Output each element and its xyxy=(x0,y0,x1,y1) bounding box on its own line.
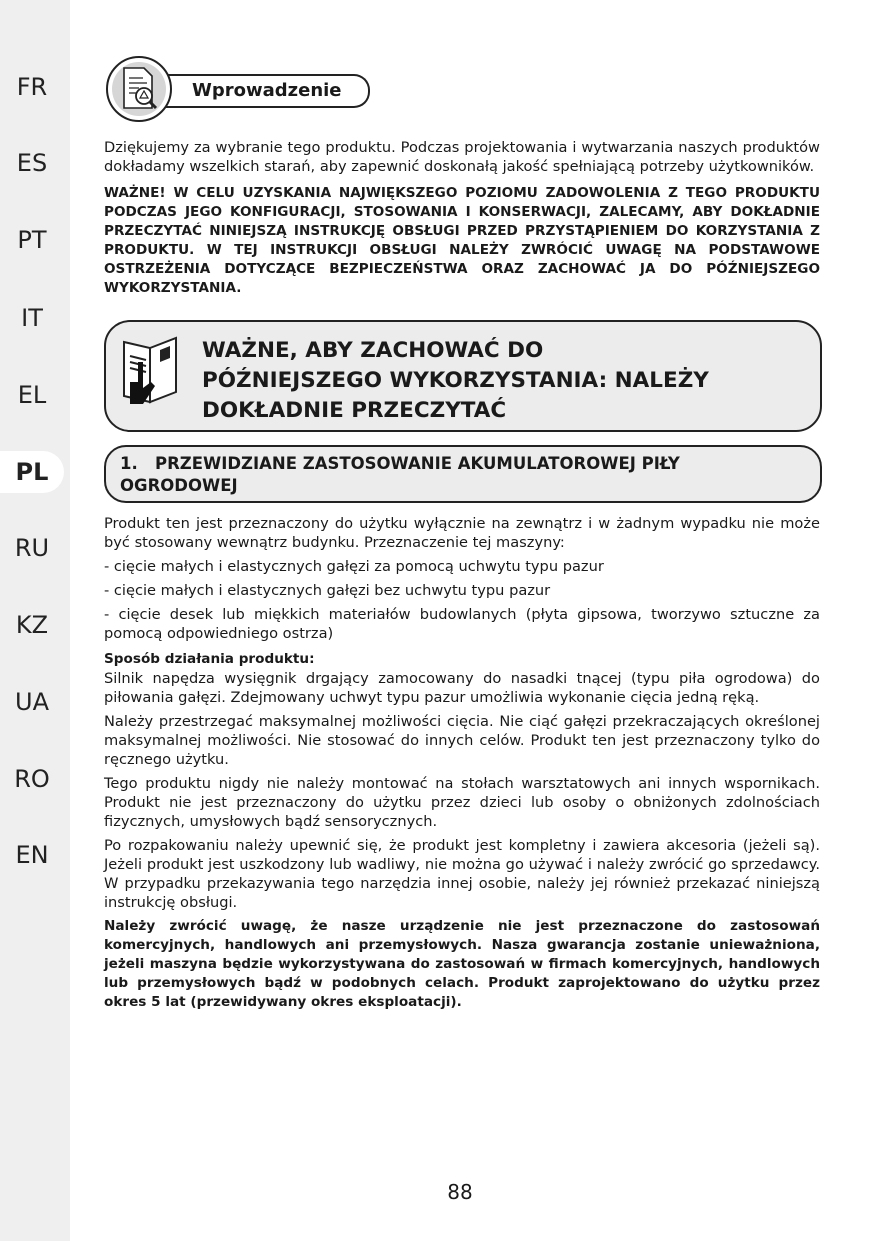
list-item: - cięcie małych i elastycznych gałęzi za pomocą uchwytu typu pazur xyxy=(104,558,604,575)
language-sidebar xyxy=(0,0,70,1241)
lang-tab-kz[interactable]: KZ xyxy=(15,611,49,639)
lang-tab-el[interactable]: EL xyxy=(17,381,47,409)
paragraph: Produkt ten jest przeznaczony do użytku wyłącznie na zewnątrz i w żadnym wypadku nie może być stosowany wewnątrz budynku. Przeznaczenie tej maszyny: xyxy=(104,515,820,551)
paragraph: Silnik napędza wysięgnik drgający zamocowany do nasadki tnącej (typu piła ogrodowa) do piłowania gałęzi. Zdejmowany uchwyt typu pazur umożliwia wykonanie cięcia jedną ręką. xyxy=(104,670,820,706)
lang-tab-es[interactable]: ES xyxy=(16,149,48,177)
document-warning-icon xyxy=(106,56,172,122)
lang-tab-it[interactable]: IT xyxy=(21,304,43,332)
commercial-use-note: Należy zwrócić uwagę, że nasze urządzenie nie jest przeznaczone do zastosowań komercyjnych, handlowych ani przemysłowych. Nasza gwarancja zostanie unieważniona, jeżeli maszyna będzie wykorzystywana do zastosowań w firmach komercyjnych, handlowych lub przemysłowych bądź w podobnych celach. Produkt zaprojektowano do użytku przez okres 5 lat (przewidywany okres eksploatacji). xyxy=(104,918,820,1010)
list-item: - cięcie desek lub miękkich materiałów budowlanych (płyta gipsowa, tworzywo sztuczne za pomocą odpowiedniego ostrza) xyxy=(104,606,820,642)
intro-paragraph: Dziękujemy za wybranie tego produktu. Podczas projektowania i wytwarzania naszych produktów dokładamy wszelkich starań, aby zapewnić doskonałą jakość spełniającą potrzeby użytkowników. xyxy=(104,139,820,175)
paragraph: Należy przestrzegać maksymalnej możliwości cięcia. Nie ciąć gałęzi przekraczających określonej maksymalnej możliwości. Nie stosować do innych celów. Produkt ten jest przeznaczony tylko do ręcznego użytku. xyxy=(104,713,820,768)
paragraph: Po rozpakowaniu należy upewnić się, że produkt jest kompletny i zawiera akcesoria (jeżeli są). Jeżeli produkt jest uszkodzony lub wadliwy, nie można go używać i należy zwrócić go sprzedawcy. W przypadku przekazywania tego narzędzia innej osobie, należy jej również przekazać niniejszą instrukcję obsługi. xyxy=(104,837,820,911)
lang-tab-pt[interactable]: PT xyxy=(17,226,47,254)
lang-tab-pl[interactable]: PL xyxy=(0,451,64,493)
lang-tab-ru[interactable]: RU xyxy=(14,534,50,562)
section-title: 1. PRZEWIDZIANE ZASTOSOWANIE AKUMULATOROWEJ PIŁY OGRODOWEJ xyxy=(120,454,686,495)
intro-heading xyxy=(160,74,370,108)
page-number: 88 xyxy=(447,1180,473,1204)
subheading: Sposób działania produktu: xyxy=(104,651,315,667)
lang-tab-en[interactable]: EN xyxy=(15,841,49,869)
paragraph: Tego produktu nigdy nie należy montować na stołach warsztatowych ani innych wspornikach. Produkt nie jest przeznaczony do użytku przez dzieci lub osoby o obniżonych zdolnościach fizycznych, umysłowych bądź sensorycznych. xyxy=(104,775,820,830)
lang-tab-ua[interactable]: UA xyxy=(15,688,49,716)
read-manual-icon xyxy=(120,332,184,410)
list-item: - cięcie małych i elastycznych gałęzi bez uchwytu typu pazur xyxy=(104,582,551,599)
section-heading xyxy=(104,445,822,503)
important-notice: WAŻNE! W CELU UZYSKANIA NAJWIĘKSZEGO POZIOMU ZADOWOLENIA Z TEGO PRODUKTU PODCZAS JEGO KONFIGURACJI, STOSOWANIA I KONSERWACJI, ZALECAMY, ABY DOKŁADNIE PRZECZYTAĆ NINIEJSZĄ INSTRUKCJĘ OBSŁUGI PRZED PRZYSTĄPIENIEM DO KORZYSTANIA Z PRODUKTU. W TEJ INSTRUKCJI OBSŁUGI NALEŻY ZWRÓCIĆ UWAGĘ NA PODSTAWOWE OSTRZEŻENIA DOTYCZĄCE BEZPIECZEŃSTWA ORAZ ZACHOWAĆ JA DO PÓŹNIEJSZEGO WYKORZYSTANIA. xyxy=(104,185,820,296)
lang-tab-ro[interactable]: RO xyxy=(14,765,50,793)
warning-box-text: WAŻNE, ABY ZACHOWAĆ DO PÓŹNIEJSZEGO WYKORZYSTANIA: NALEŻY DOKŁADNIE PRZECZYTAĆ xyxy=(202,338,709,423)
intro-title: Wprowadzenie xyxy=(192,80,342,101)
warning-box xyxy=(104,320,822,432)
lang-tab-fr[interactable]: FR xyxy=(16,73,48,101)
